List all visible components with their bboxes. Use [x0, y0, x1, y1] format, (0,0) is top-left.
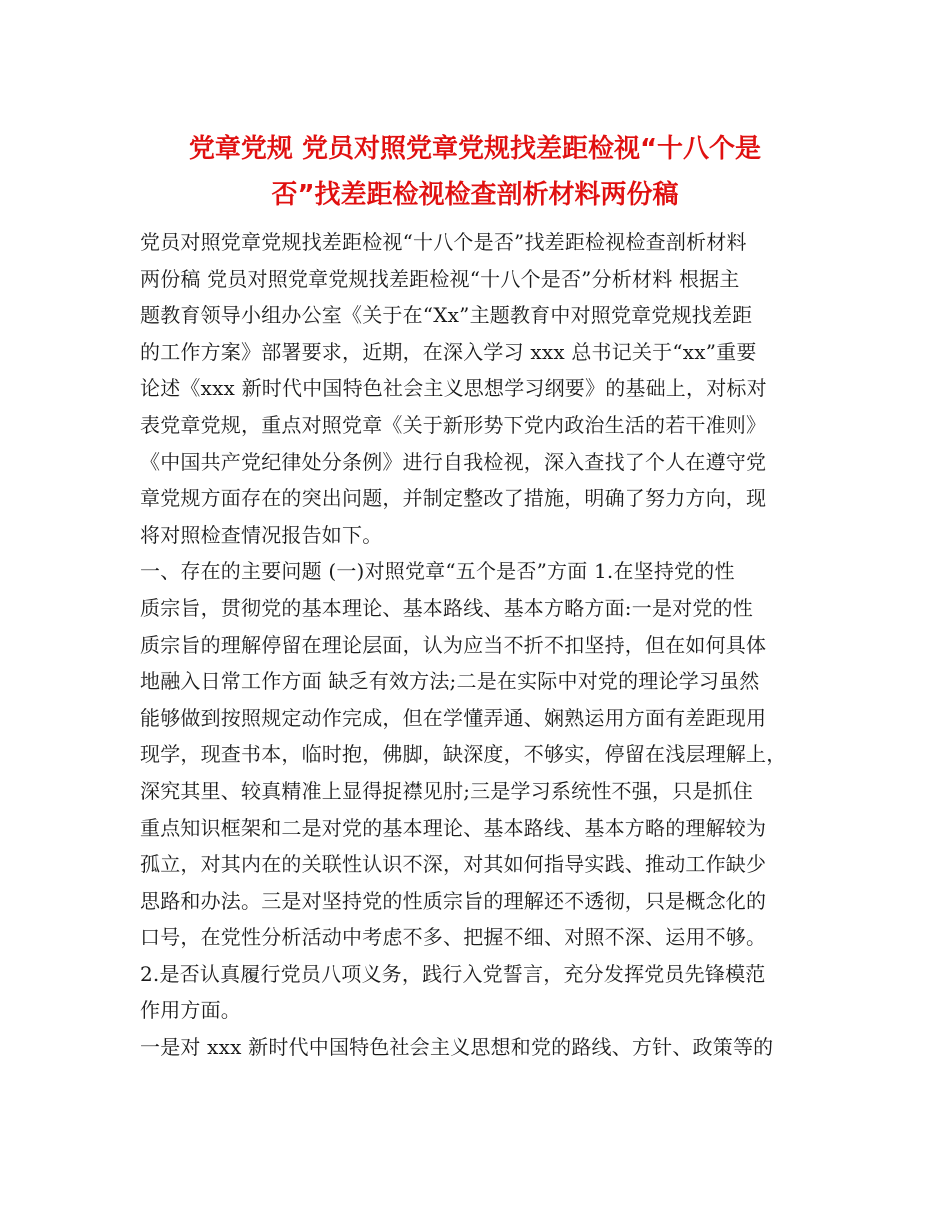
document-title — [140, 126, 810, 218]
body-line: 2.是否认真履行党员八项义务，践行入党誓言，充分发挥党员先锋模范 — [140, 961, 766, 986]
body-line: 地融入日常工作方面 缺乏有效方法;二是在实际中对党的理论学习虽然 — [140, 669, 760, 694]
body-line: 口号，在党性分析活动中考虑不多、把握不细、对照不深、运用不够。 — [140, 925, 767, 950]
body-line: 现学，现查书本，临时抱，佛脚，缺深度，不够实，停留在浅层理解上， — [140, 742, 787, 767]
body-line: 能够做到按照规定动作完成，但在学懂弄通、娴熟运用方面有差距现用 — [140, 705, 767, 730]
body-line: 一是对 xxx 新时代中国特色社会主义思想和党的路线、方针、政策等的 — [140, 1035, 774, 1060]
body-line: 题教育领导小组办公室《关于在“Xx”主题教育中对照党章党规找差距 — [140, 303, 753, 328]
body-line: 思路和办法。三是对坚持党的性质宗旨的理解还不透彻，只是概念化的 — [140, 888, 767, 913]
body-line: 表党章党规，重点对照党章《关于新形势下党内政治生活的若干准则》 — [140, 412, 767, 437]
body-line: 党员对照党章党规找差距检视“十八个是否”找差距检视检查剖析材料 — [140, 230, 747, 254]
body-line: 作用方面。 — [140, 998, 241, 1023]
body-line: 孤立，对其内在的关联性认识不深，对其如何指导实践、推动工作缺少 — [140, 852, 767, 877]
body-line: 将对照检查情况报告如下。 — [140, 522, 383, 547]
body-line: 论述《xxx 新时代中国特色社会主义思想学习纲要》的基础上，对标对 — [140, 376, 767, 401]
body-line: 重点知识框架和二是对党的基本理论、基本路线、基本方略的理解较为 — [140, 815, 767, 840]
body-line: 章党规方面存在的突出问题，并制定整改了措施，明确了努力方向，现 — [140, 486, 767, 511]
body-line: 的工作方案》部署要求，近期，在深入学习 xxx 总书记关于“xx”重要 — [140, 339, 757, 364]
body-line: 两份稿 党员对照党章党规找差距检视“十八个是否”分析材料 根据主 — [140, 266, 740, 291]
body-line: 深究其里、较真精准上显得捉襟见肘;三是学习系统性不强，只是抓住 — [140, 778, 753, 803]
body-line: 质宗旨的理解停留在理论层面，认为应当不折不扣坚持，但在如何具体 — [140, 632, 767, 657]
body-line: 《中国共产党纪律处分条例》进行自我检视，深入查找了个人在遵守党 — [140, 449, 767, 474]
title-line-1: 党章党规 党员对照党章党规找差距检视“十八个是 — [188, 134, 762, 164]
title-line-2: 否”找差距检视检查剖析材料两份稿 — [271, 180, 679, 210]
document-body — [140, 224, 820, 1066]
body-line: 质宗旨，贯彻党的基本理论、基本路线、基本方略方面:一是对党的性 — [140, 595, 753, 620]
body-line: 一、存在的主要问题 (一)对照党章“五个是否”方面 1.在坚持党的性 — [140, 559, 735, 584]
